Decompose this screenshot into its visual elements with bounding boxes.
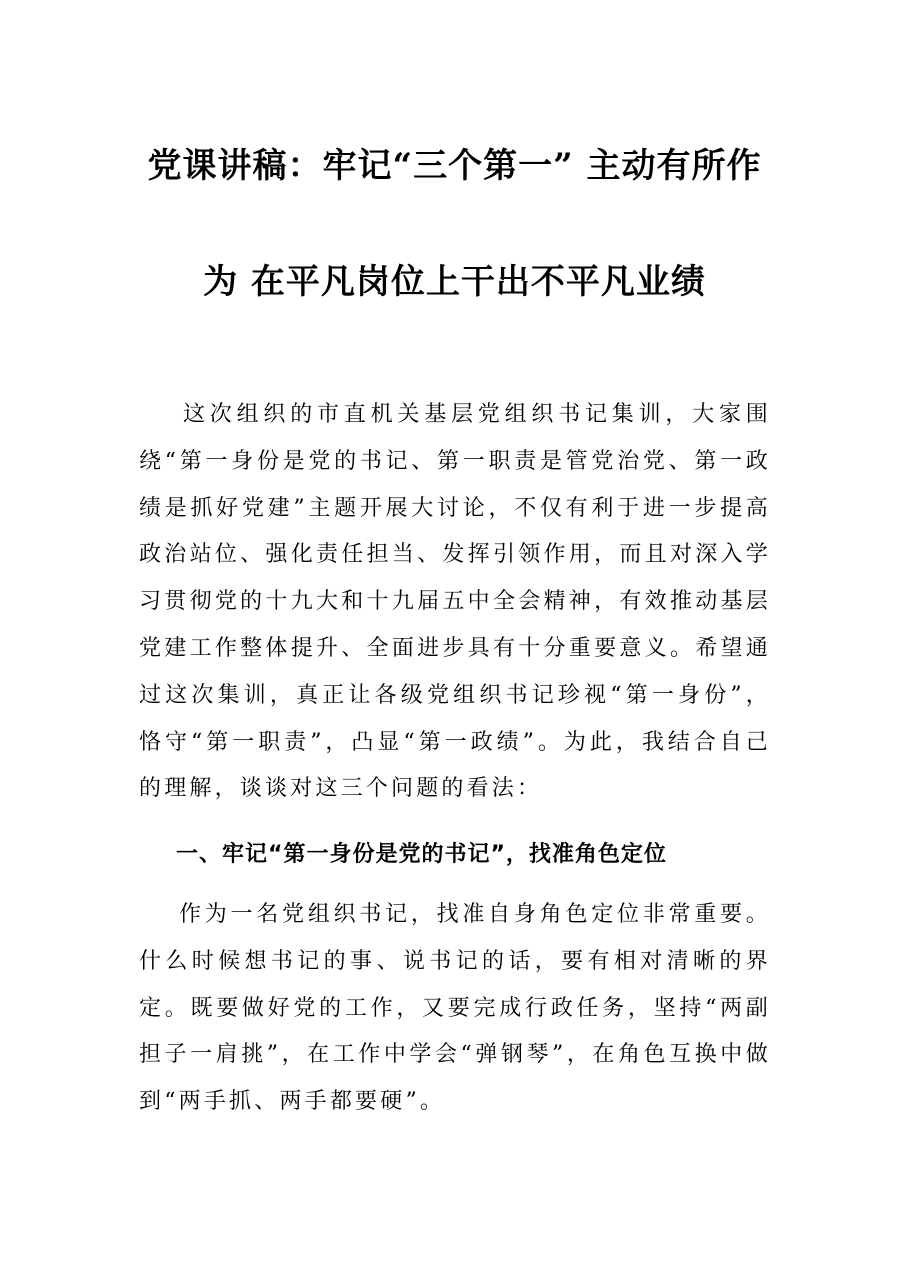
document-title-line-2: 为 在平凡岗位上干出不平凡业绩 — [203, 262, 706, 302]
section-heading-1: 一、牢记“第一身份是党的书记”，找准角色定位 — [176, 842, 667, 867]
document-title-line-1: 党课讲稿：牢记“三个第一” 主动有所作 — [147, 146, 762, 186]
section-1-paragraph: 作为一名党组织书记，找准自身角色定位非常重要。什么时候想书记的事、说书记的话，要有相对清晰的界定。既要做好党的工作，又要完成行政任务，坚持“两副担子一肩挑”，在工作中学会“弹钢琴”，在角色互换中做到“两手抓、两手都要硬”。 — [139, 902, 771, 1115]
intro-paragraph: 这次组织的市直机关基层党组织书记集训，大家围绕“第一身份是党的书记、第一职责是管党治党、第一政绩是抓好党建”主题开展大讨论，不仅有利于进一步提高政治站位、强化责任担当、发挥引领作用，而且对深入学习贯彻党的十九大和十九届五中全会精神，有效推动基层党建工作整体提升、全面进步具有十分重要意义。希望通过这次集训，真正让各级党组织书记珍视“第一身份”，恪守“第一职责”，凸显“第一政绩”。为此，我结合自己的理解，谈谈对这三个问题的看法： — [139, 402, 771, 802]
